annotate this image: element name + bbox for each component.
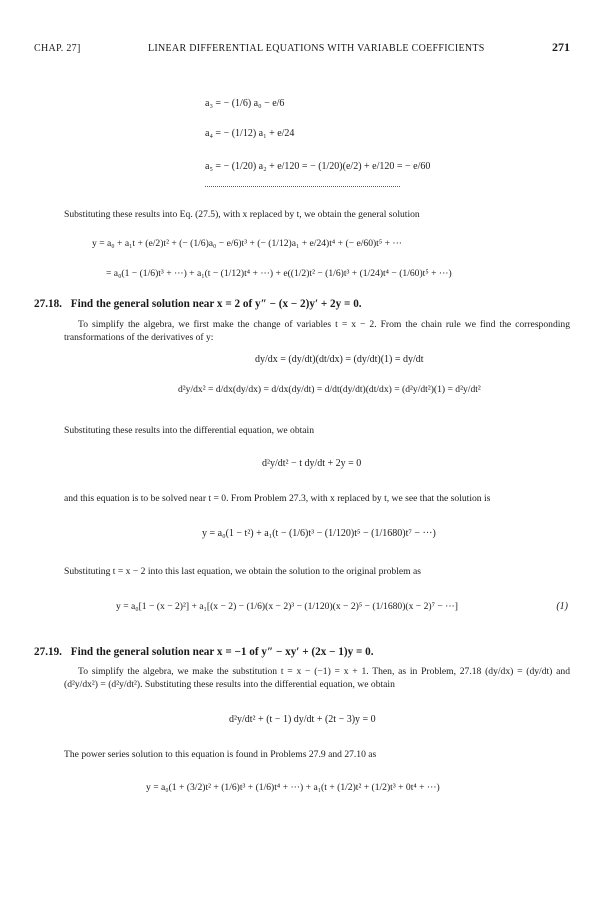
paragraph-substitute: Substituting these results into Eq. (27.5), with x replaced by t, we obtain the general solution — [64, 209, 420, 220]
paragraph-power-series: The power series solution to this equation is found in Problems 27.9 and 27.10 as — [64, 749, 377, 760]
equation-de-in-t: d²y/dt² − t dy/dt + 2y = 0 — [262, 458, 362, 469]
problem-number: 27.18. — [34, 298, 62, 310]
equation-de-27-19: d²y/dt² + (t − 1) dy/dt + (2t − 3)y = 0 — [229, 714, 376, 725]
problem-number: 27.19. — [34, 646, 62, 658]
equation-a5: a₅ = − (1/20) a₂ + e/120 = − (1/20)(e/2) + e/120 = − e/60 — [205, 161, 431, 172]
equation-number: (1) — [556, 601, 568, 612]
equation-a3: a₃ = − (1/6) a₀ − e/6 — [205, 98, 285, 109]
page-number: 271 — [552, 40, 570, 54]
paragraph-27-18-intro: To simplify the algebra, we first make the change of variables t = x − 2. From the chain rule we find the corresponding transformations of the derivatives of y: — [64, 319, 570, 343]
problem-title: Find the general solution near x = −1 of y″ − xy′ + (2x − 1)y = 0. — [70, 646, 374, 658]
page-header — [34, 40, 570, 55]
equation-series-line2: = a₀(1 − (1/6)t³ + ···) + a₁(t − (1/12)t⁴ + ···) + e((1/2)t² − (1/6)t³ + (1/24)t⁴ − (1/60)t⁵ + ···) — [106, 268, 452, 279]
paragraph-substitute-t: Substituting t = x − 2 into this last equation, we obtain the solution to the original problem as — [64, 566, 421, 577]
equation-a4: a₄ = − (1/12) a₁ + e/24 — [205, 128, 295, 139]
paragraph-solved-near: and this equation is to be solved near t = 0. From Problem 27.3, with x replaced by t, we see that the solution is — [64, 493, 491, 504]
equation-solution-in-t: y = a₀(1 − t²) + a₁(t − (1/6)t³ − (1/120)t⁵ − (1/1680)t⁷ − ···) — [202, 528, 436, 539]
equation-solution-in-x: y = a₀[1 − (x − 2)²] + a₁[(x − 2) − (1/6)(x − 2)³ − (1/120)(x − 2)⁵ − (1/1680)(x − 2)⁷ − ···] — [116, 601, 458, 612]
running-title: LINEAR DIFFERENTIAL EQUATIONS WITH VARIABLE COEFFICIENTS — [147, 43, 485, 54]
equation-first-derivative: dy/dx = (dy/dt)(dt/dx) = (dy/dt)(1) = dy/dt — [255, 354, 424, 365]
problem-title: Find the general solution near x = 2 of y″ − (x − 2)y′ + 2y = 0. — [70, 298, 362, 310]
problem-27-18 — [34, 298, 362, 310]
ellipsis-dots — [205, 186, 400, 187]
equation-solution-27-19: y = a₀(1 + (3/2)t² + (1/6)t³ + (1/6)t⁴ + ···) + a₁(t + (1/2)t² + (1/2)t³ + 0t⁴ + ···) — [146, 782, 440, 793]
paragraph-27-19-intro: To simplify the algebra, we make the substitution t = x − (−1) = x + 1. Then, as in Problem, 27.18 (dy/dx) = (dy/dt) and (d²y/dx²) = (d²y/dt²). Substituting these results into the differential equation, we obtain — [64, 666, 570, 690]
paragraph-substitute-de: Substituting these results into the differential equation, we obtain — [64, 425, 315, 436]
equation-series-line1: y = a₀ + a₁t + (e/2)t² + (− (1/6)a₀ − e/6)t³ + (− (1/12)a₁ + e/24)t⁴ + (− e/60)t⁵ + ··· — [92, 238, 402, 249]
problem-27-19 — [34, 646, 374, 658]
chapter-label: CHAP. 27] — [34, 43, 81, 54]
equation-second-derivative: d²y/dx² = d/dx(dy/dx) = d/dx(dy/dt) = d/dt(dy/dt)(dt/dx) = (d²y/dt²)(1) = d²y/dt² — [178, 384, 481, 395]
